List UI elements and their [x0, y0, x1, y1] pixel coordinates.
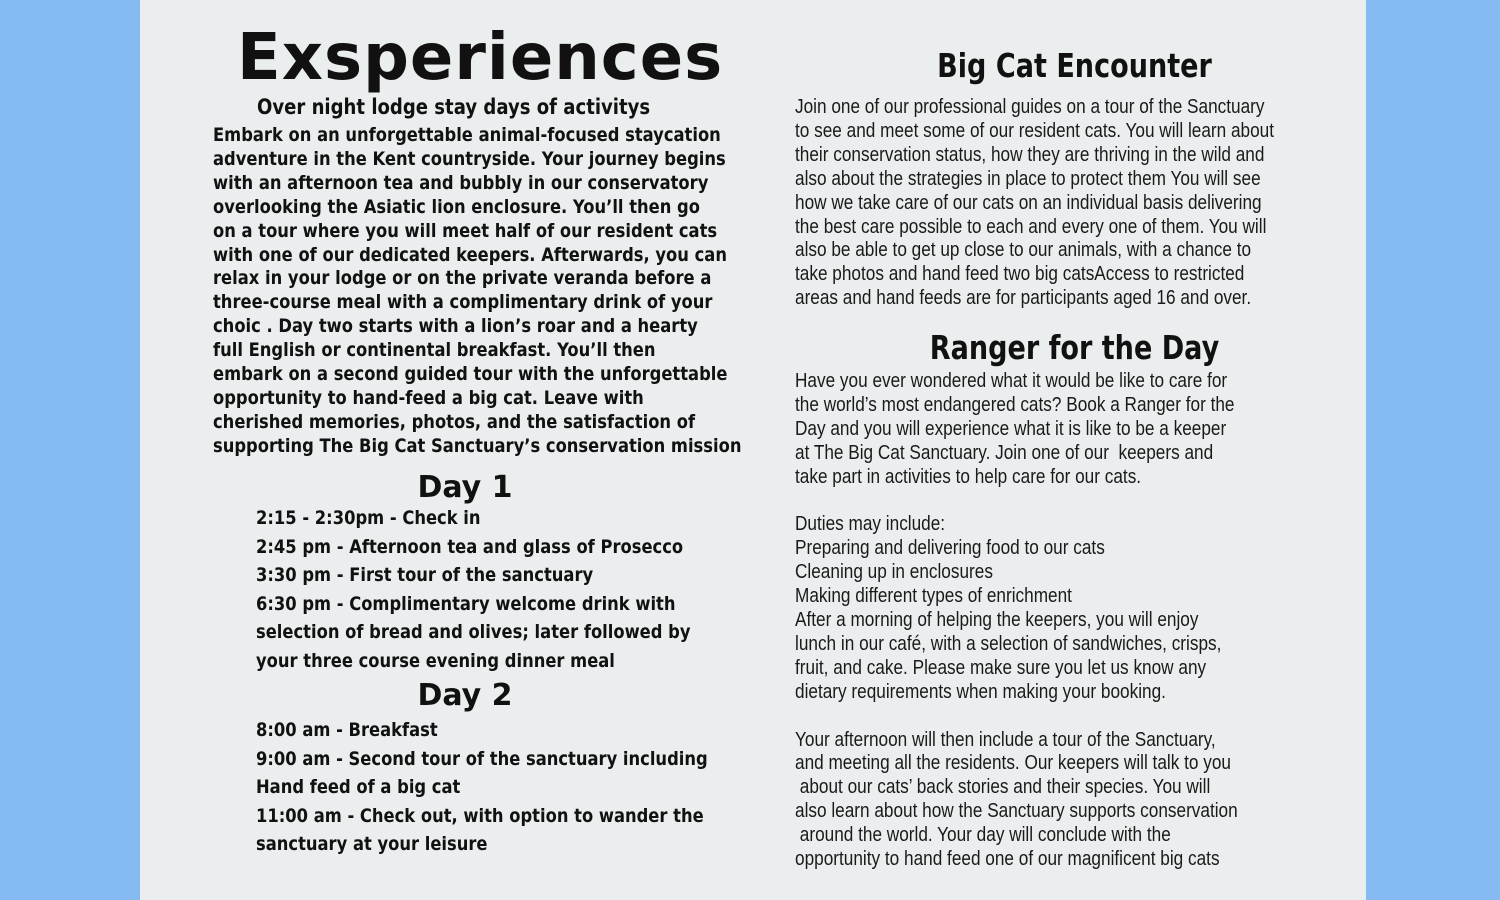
- schedule-item: 2:15 - 2:30pm - Check in: [256, 507, 481, 529]
- ranger-line: [795, 490, 1328, 514]
- intro-line: relax in your lodge or on the private veranda before a: [213, 267, 712, 290]
- ranger-line: Cleaning up in enclosures: [795, 561, 993, 584]
- intro-line: adventure in the Kent countryside. Your journey begins: [213, 147, 726, 170]
- ranger-line: Making different types of enrichment: [795, 585, 1072, 608]
- schedule-item: sanctuary at your leisure: [256, 833, 488, 856]
- schedule-item: 6:30 pm - Complimentary welcome drink with: [256, 592, 676, 615]
- schedule-item: Hand feed of a big cat: [256, 776, 461, 799]
- encounter-line: how we take care of our cats on an individual basis delivering: [795, 191, 1262, 214]
- ranger-heading-text: Ranger for the Day: [930, 328, 1220, 367]
- intro-line: with one of our dedicated keepers. Afterwards, you can: [213, 243, 727, 266]
- schedule-item: 11:00 am - Check out, with option to wander the: [256, 804, 704, 827]
- lodge-intro-paragraph: [213, 124, 742, 459]
- ranger-line: and meeting all the residents. Our keepers will talk to you: [795, 752, 1231, 775]
- ranger-line: dietary requirements when making your booking.: [795, 680, 1166, 703]
- lodge-subtitle: Over night lodge stay days of activitys: [257, 95, 651, 119]
- intro-line: on a tour where you will meet half of our resident cats: [213, 219, 718, 242]
- intro-line: opportunity to hand-feed a big cat. Leave with: [213, 386, 644, 409]
- encounter-line: also about the strategies in place to protect them You will see: [795, 167, 1261, 190]
- ranger-line: take part in activities to help care for our cats.: [795, 465, 1142, 488]
- intro-line: embark on a second guided tour with the unforgettable: [213, 363, 728, 386]
- ranger-line: lunch in our café, with a selection of sandwiches, crisps,: [795, 632, 1222, 655]
- intro-line: Embark on an unforgettable animal-focused staycation: [213, 124, 721, 146]
- schedule-item: 8:00 am - Breakfast: [256, 719, 438, 741]
- encounter-line: their conservation status, how they are thriving in the wild and: [795, 143, 1265, 166]
- intro-line: choic . Day two starts with a lion’s roar and a hearty: [213, 315, 698, 338]
- page-title: Exsperiences: [237, 21, 724, 95]
- ranger-paragraph: [795, 370, 1328, 872]
- ranger-line: Preparing and delivering food to our cats: [795, 537, 1105, 560]
- ranger-line: Duties may include:: [795, 513, 946, 536]
- ranger-line: around the world. Your day will conclude with the: [795, 824, 1171, 847]
- encounter-line: to see and meet some of our resident cats. You will learn about: [795, 119, 1275, 142]
- encounter-paragraph: [795, 96, 1328, 311]
- ranger-line: Have you ever wondered what it would be like to care for: [795, 370, 1228, 392]
- brochure-page: [140, 0, 1366, 900]
- encounter-line: areas and hand feeds are for participants aged 16 and over.: [795, 287, 1252, 310]
- ranger-line: opportunity to hand feed one of our magnificent big cats: [795, 848, 1220, 871]
- intro-line: with an afternoon tea and bubbly in our conservatory: [213, 171, 709, 194]
- schedule-item: 2:45 pm - Afternoon tea and glass of Prosecco: [256, 535, 684, 558]
- intro-line: supporting The Big Cat Sanctuary’s conservation mission: [213, 434, 742, 457]
- day1-heading: Day 1: [417, 470, 513, 505]
- day2-heading: Day 2: [417, 678, 513, 713]
- encounter-line: also be able to get up close to our animals, with a chance to: [795, 239, 1252, 262]
- encounter-heading-text: Big Cat Encounter: [937, 46, 1213, 85]
- day1-schedule: [256, 504, 703, 676]
- ranger-line: [795, 705, 1328, 729]
- ranger-line: After a morning of helping the keepers, you will enjoy: [795, 609, 1199, 632]
- ranger-line: fruit, and cake. Please make sure you let us know any: [795, 656, 1207, 679]
- ranger-line: about our cats’ back stories and their species. You will: [795, 776, 1211, 799]
- ranger-line: the world’s most endangered cats? Book a Ranger for the: [795, 393, 1235, 416]
- encounter-heading: [795, 46, 1355, 86]
- intro-line: cherished memories, photos, and the satisfaction of: [213, 410, 696, 433]
- intro-line: overlooking the Asiatic lion enclosure. You’ll then go: [213, 195, 700, 218]
- encounter-line: Join one of our professional guides on a tour of the Sanctuary: [795, 96, 1265, 118]
- schedule-item: 3:30 pm - First tour of the sanctuary: [256, 564, 594, 587]
- schedule-item: 9:00 am - Second tour of the sanctuary including: [256, 747, 708, 770]
- ranger-line: at The Big Cat Sanctuary. Join one of our keepers and: [795, 441, 1214, 464]
- intro-line: full English or continental breakfast. You’ll then: [213, 339, 656, 362]
- ranger-line: Day and you will experience what it is like to be a keeper: [795, 417, 1227, 440]
- ranger-line: Your afternoon will then include a tour of the Sanctuary,: [795, 728, 1216, 751]
- schedule-item: selection of bread and olives; later followed by: [256, 621, 691, 644]
- ranger-heading: [795, 328, 1355, 368]
- ranger-line: also learn about how the Sanctuary supports conservation: [795, 800, 1238, 823]
- day2-schedule: [256, 716, 708, 859]
- encounter-line: take photos and hand feed two big catsAccess to restricted: [795, 263, 1245, 286]
- schedule-item: your three course evening dinner meal: [256, 649, 615, 672]
- encounter-line: the best care possible to each and every one of them. You will: [795, 215, 1267, 238]
- intro-line: three-course meal with a complimentary drink of your: [213, 291, 713, 314]
